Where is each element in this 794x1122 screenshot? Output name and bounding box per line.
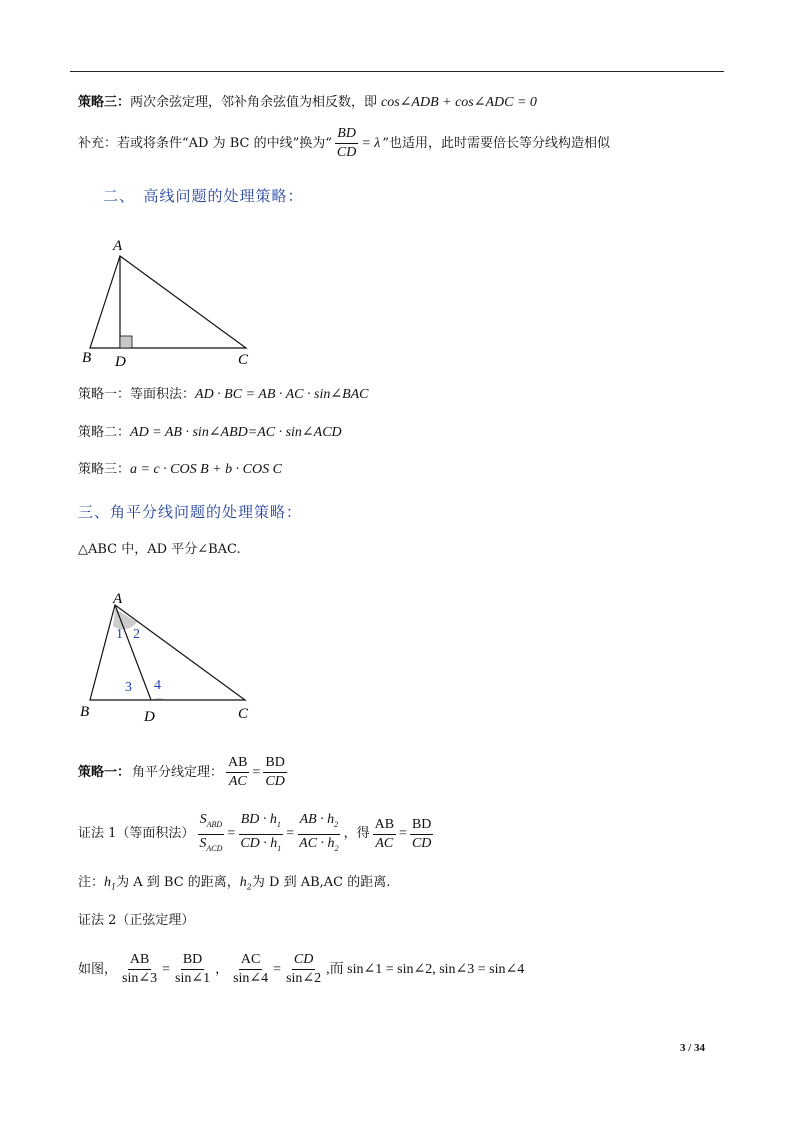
- supplement-line: [78, 126, 610, 161]
- as-shown-prefix: 如图，: [78, 961, 118, 977]
- angle-label-4: 4: [154, 678, 161, 693]
- altitude-label-D: D: [115, 354, 126, 370]
- proof-1-mid-text: ，得: [343, 826, 370, 842]
- frac-num-sub: ABD: [206, 819, 223, 829]
- header-rule: [70, 71, 724, 72]
- frac-num-sub: 2: [334, 819, 339, 829]
- strategy3-formula: cos∠ADB + cos∠ADC = 0: [381, 95, 537, 110]
- frac-den: sin∠4: [233, 971, 269, 986]
- altitude-label-A: A: [113, 238, 123, 254]
- angle-label-1: 1: [116, 627, 123, 642]
- frac-num-sub: 1: [276, 819, 281, 829]
- equals-sign: =: [399, 826, 407, 842]
- frac-den: CD: [411, 835, 432, 851]
- proof-1-frac-ab-ac: [297, 812, 340, 857]
- bisector-label-C: C: [238, 706, 249, 722]
- proof-1-result-bd-cd: [410, 817, 433, 852]
- proof-1-frac-bd-cd: [238, 812, 283, 857]
- bisector-triangle: [90, 605, 245, 700]
- frac-num: AC: [239, 952, 262, 970]
- frac-num: BD: [410, 817, 433, 835]
- proof-2-title: 证法 2（正弦定理）: [78, 913, 195, 928]
- sine-frac-ab: [120, 952, 159, 987]
- equals-sign: =: [227, 826, 236, 842]
- frac-den: CD: [265, 774, 285, 789]
- section3-title: 三、角平分线问题的处理策略：: [78, 503, 303, 521]
- sine-frac-bd: [173, 952, 212, 987]
- sine-frac-ac: [231, 952, 270, 987]
- bisector-frac-bd-cd: [263, 755, 286, 790]
- frac-den: AC: [375, 835, 394, 851]
- equals-sign: =: [273, 961, 282, 977]
- frac-den-sub: 1: [277, 843, 282, 853]
- altitude-strategy-3-formula: a = c · COS B + b · COS C: [130, 462, 282, 477]
- bisector-label-B: B: [80, 704, 90, 720]
- frac-den: sin∠2: [286, 971, 322, 986]
- as-shown-line: [78, 952, 524, 987]
- altitude-strategy-3-label: 策略三：: [78, 462, 131, 477]
- note-text-1: 为 A 到 BC 的距离，: [116, 875, 240, 890]
- bisector-strategy-1-text: 角平分线定理：: [132, 764, 224, 780]
- page-number: 3 / 34: [680, 1042, 706, 1054]
- frac-den-sub: ACD: [206, 843, 223, 853]
- frac-num: AB: [128, 952, 151, 970]
- bisector-frac-ab-ac: [226, 755, 249, 790]
- bisector-strategy-1-label: 策略一：: [78, 764, 131, 780]
- frac-den-sub: 2: [334, 843, 339, 853]
- frac-num: BD: [181, 952, 204, 970]
- note-prefix: 注：: [78, 875, 105, 890]
- supplement-fraction: [335, 126, 358, 161]
- as-shown-tail: ,而 sin∠1 = sin∠2, sin∠3 = sin∠4: [326, 961, 525, 977]
- strategy3-line: [78, 94, 537, 112]
- proof-1-frac-area: [197, 812, 224, 857]
- altitude-triangle: [90, 256, 246, 348]
- altitude-strategy-2: [78, 424, 342, 442]
- strategy3-label: 策略三：: [78, 95, 131, 110]
- altitude-strategy-1: [78, 386, 369, 404]
- supplement-frac-num: BD: [335, 126, 358, 144]
- note-h2-sub: 2: [246, 882, 252, 892]
- supplement-text-before: 补充：若或将条件“AD 为 BC 的中线”换为“: [78, 135, 332, 151]
- bisector-intro: △ABC 中，AD 平分∠BAC.: [78, 542, 241, 557]
- note-text-2: 为 D 到 AB,AC 的距离.: [251, 875, 391, 890]
- frac-den: S: [199, 835, 207, 851]
- note-h2: h: [239, 875, 247, 890]
- bisector-label-A: A: [113, 591, 123, 607]
- altitude-strategy-1-label: 策略一：等面积法：: [78, 387, 196, 402]
- frac-num: S: [199, 812, 207, 827]
- altitude-label-B: B: [82, 350, 92, 366]
- altitude-strategy-1-formula: AD · BC = AB · AC · sin∠BAC: [195, 387, 369, 402]
- equals-sign: =: [162, 961, 170, 977]
- angle-label-2: 2: [133, 627, 140, 642]
- frac-num: CD: [292, 952, 315, 970]
- strategy3-text: 两次余弦定理，邻补角余弦值为相反数，即: [130, 95, 378, 110]
- equals-sign: =: [252, 764, 261, 780]
- proof-1-line: [78, 812, 434, 857]
- frac-den: CD · h: [240, 835, 278, 851]
- frac-den: AC: [228, 774, 247, 789]
- bisector-label-D: D: [144, 709, 155, 725]
- sine-frac-cd: [284, 952, 323, 987]
- supplement-frac-tail: = λ: [361, 135, 381, 151]
- note-h1: h: [104, 875, 112, 890]
- frac-den: sin∠3: [122, 971, 158, 986]
- frac-num: AB: [373, 817, 396, 835]
- separator: ，: [215, 961, 229, 977]
- altitude-strategy-2-label: 策略二：: [78, 425, 131, 440]
- supplement-frac-den: CD: [336, 145, 357, 160]
- bisector-triangle-figure: [70, 585, 280, 730]
- note-line: [78, 874, 390, 897]
- bisector-line: [115, 605, 151, 700]
- note-h1-sub: 1: [111, 882, 117, 892]
- frac-den: AC · h: [299, 835, 335, 851]
- bisector-strategy-1: [78, 755, 288, 790]
- altitude-strategy-3: [78, 461, 282, 479]
- frac-num: BD: [263, 755, 286, 773]
- altitude-label-C: C: [238, 352, 249, 368]
- proof-1-result-ab-ac: [373, 817, 396, 852]
- altitude-triangle-figure: [70, 232, 280, 372]
- right-angle-marker: [120, 336, 132, 348]
- frac-num: BD · h: [240, 812, 277, 827]
- proof-1-text: 证法 1（等面积法）: [78, 826, 195, 842]
- equals-sign: =: [286, 826, 295, 842]
- altitude-strategy-2-formula: AD = AB · sin∠ABD=AC · sin∠ACD: [130, 425, 342, 440]
- section2-title: 二、 高线问题的处理策略：: [103, 187, 304, 205]
- frac-num: AB · h: [299, 812, 335, 827]
- supplement-text-after: ”也适用，此时需要倍长等分线构造相似: [382, 135, 611, 151]
- angle-label-3: 3: [125, 680, 132, 695]
- frac-den: sin∠1: [175, 971, 211, 986]
- frac-num: AB: [226, 755, 249, 773]
